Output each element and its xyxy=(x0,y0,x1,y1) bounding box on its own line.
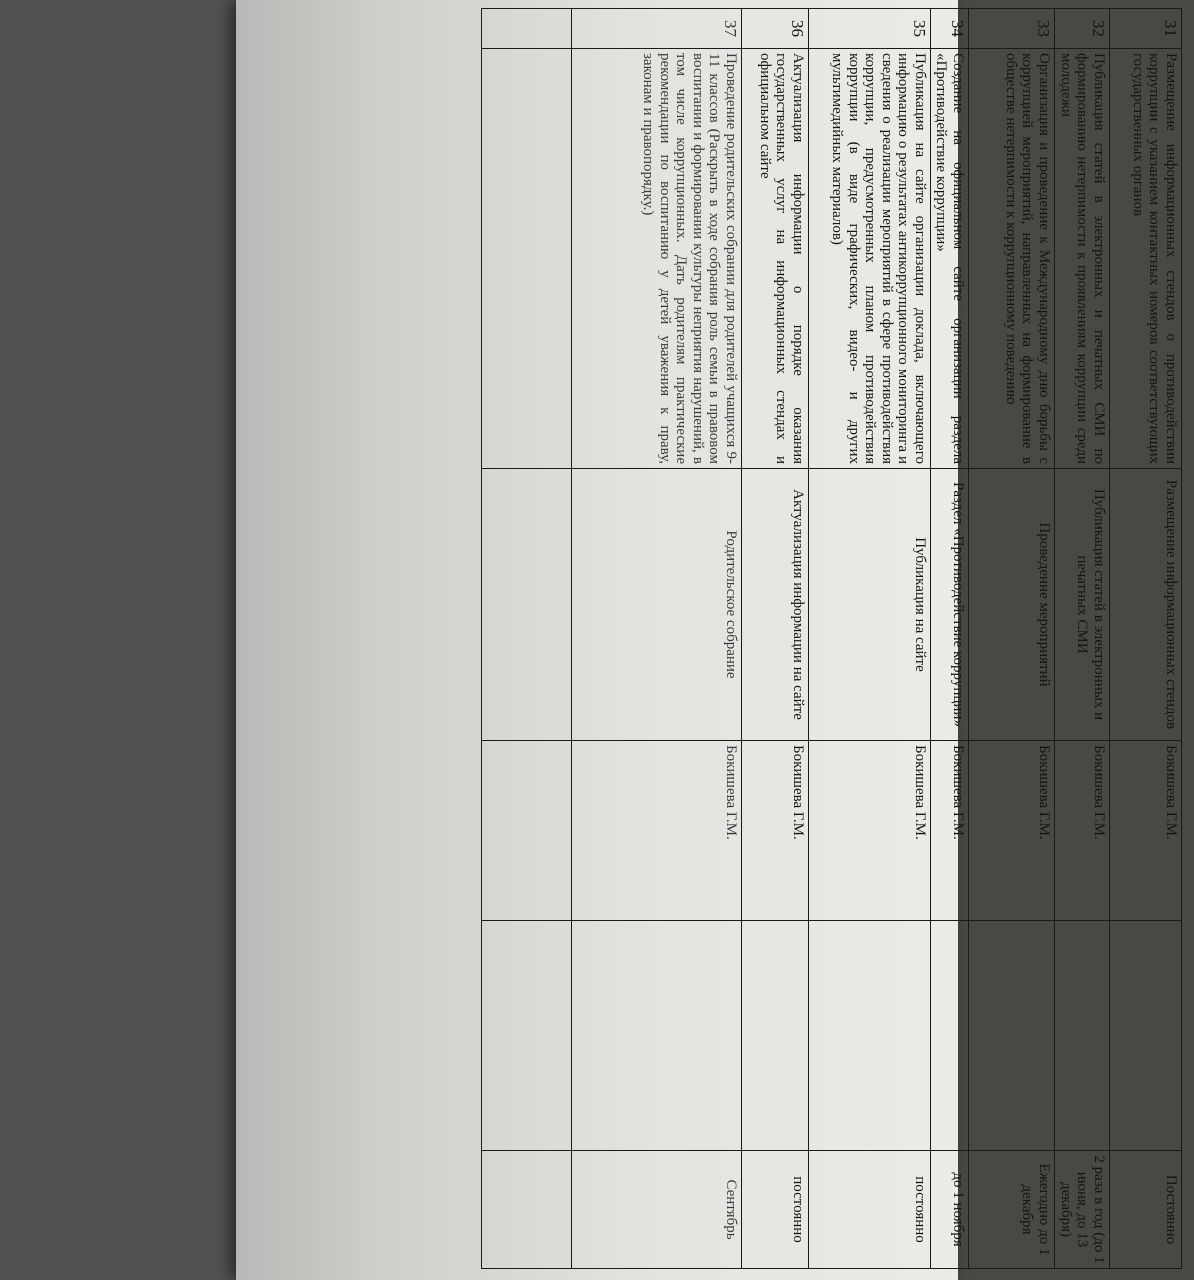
row-number: 32 xyxy=(1055,9,1110,49)
empty-cell xyxy=(931,921,969,1151)
responsible-cell: Бокишева Г.М. xyxy=(969,741,1055,921)
result-cell: Публикация на сайте xyxy=(809,469,931,741)
empty-cell xyxy=(809,921,931,1151)
responsible-cell: Бокишева Г.М. xyxy=(572,741,742,921)
empty-cell xyxy=(482,921,572,1151)
table-row xyxy=(931,9,969,1269)
term-cell xyxy=(482,1151,572,1269)
row-number: 34 xyxy=(931,9,969,49)
row-number: 33 xyxy=(969,9,1055,49)
event-cell: Публикация на сайте организации доклада, включающего информацию о результатах антикоррупционного мониторинга и сведения о реализации мероприятий в сфере противодействия коррупции, предусмотренных планом противодействия коррупции (в виде графических, видео- и других мультимедийных материалов) xyxy=(809,49,931,469)
table-row xyxy=(1055,9,1110,1269)
event-cell: Проведение родительских собрании для родителей учащихся 9-11 классов (Раскрыть в ходе собрания роль семьи в правовом воспитании и формировании культуры неприятия нарушений, в том числе коррупционных. Дать родителям практические рекомендации по воспитанию у детей уважения к праву, законам и правопорядку.) xyxy=(572,49,742,469)
responsible-cell xyxy=(482,741,572,921)
result-cell: Раздел «Противодействие коррупции» xyxy=(931,469,969,741)
event-cell: Организация и проведение к Международному дню борьбы с коррупцией мероприятий, направленных на формирование в обществе нетерпимости к коррупционному поведению xyxy=(969,49,1055,469)
result-cell: Публикация статей в электронных и печатных СМИ xyxy=(1055,469,1110,741)
table-row xyxy=(809,9,931,1269)
event-cell: Создание на официальном сайте организации раздела «Противодействие коррупции» xyxy=(931,49,969,469)
term-cell: Ежегодно до 1 декабря xyxy=(969,1151,1055,1269)
result-cell: Размещение информационных стендов xyxy=(1110,469,1182,741)
responsible-cell: Бокишева Г.М. xyxy=(931,741,969,921)
event-cell xyxy=(482,49,572,469)
row-number: 35 xyxy=(809,9,931,49)
table-row xyxy=(969,9,1055,1269)
empty-cell xyxy=(969,921,1055,1151)
row-number: 36 xyxy=(742,9,809,49)
empty-cell xyxy=(1055,921,1110,1151)
result-cell xyxy=(482,469,572,741)
empty-cell xyxy=(572,921,742,1151)
responsible-cell: Бокишева Г.М. xyxy=(742,741,809,921)
table-row xyxy=(572,9,742,1269)
table-row xyxy=(742,9,809,1269)
row-number xyxy=(482,9,572,49)
event-cell: Актуализация информации о порядке оказания государственных услуг на информационных стендах и официальном сайте xyxy=(742,49,809,469)
result-cell: Проведение мероприятий xyxy=(969,469,1055,741)
empty-cell xyxy=(742,921,809,1151)
result-cell: Родительское собрание xyxy=(572,469,742,741)
table-row xyxy=(1110,9,1182,1269)
term-cell: 2 раза в год (до 1 июня, до 13 декабря) xyxy=(1055,1151,1110,1269)
event-cell: Размещение информационных стендов о противодействии коррупции с указанием контактных номеров соответствующих государственных органов xyxy=(1110,49,1182,469)
term-cell: до 1 ноября xyxy=(931,1151,969,1269)
row-number: 37 xyxy=(572,9,742,49)
result-cell: Актуализация информации на сайте xyxy=(742,469,809,741)
term-cell: Сентябрь xyxy=(572,1151,742,1269)
row-number: 31 xyxy=(1110,9,1182,49)
responsible-cell: Бокишева Г.М. xyxy=(1110,741,1182,921)
responsible-cell: Бокишева Г.М. xyxy=(1055,741,1110,921)
responsible-cell: Бокишева Г.М. xyxy=(809,741,931,921)
paper-sheet xyxy=(236,0,1180,1280)
event-cell: Публикация статей в электронных и печатных СМИ по формированию нетерпимости к проявлениям коррупции среди молодежи xyxy=(1055,49,1110,469)
empty-cell xyxy=(1110,921,1182,1151)
anticorruption-plan-table xyxy=(481,8,1182,1269)
term-cell: Постоянно xyxy=(1110,1151,1182,1269)
rotated-page xyxy=(472,0,1194,1280)
table-row xyxy=(482,9,572,1269)
term-cell: постоянно xyxy=(809,1151,931,1269)
term-cell: постоянно xyxy=(742,1151,809,1269)
